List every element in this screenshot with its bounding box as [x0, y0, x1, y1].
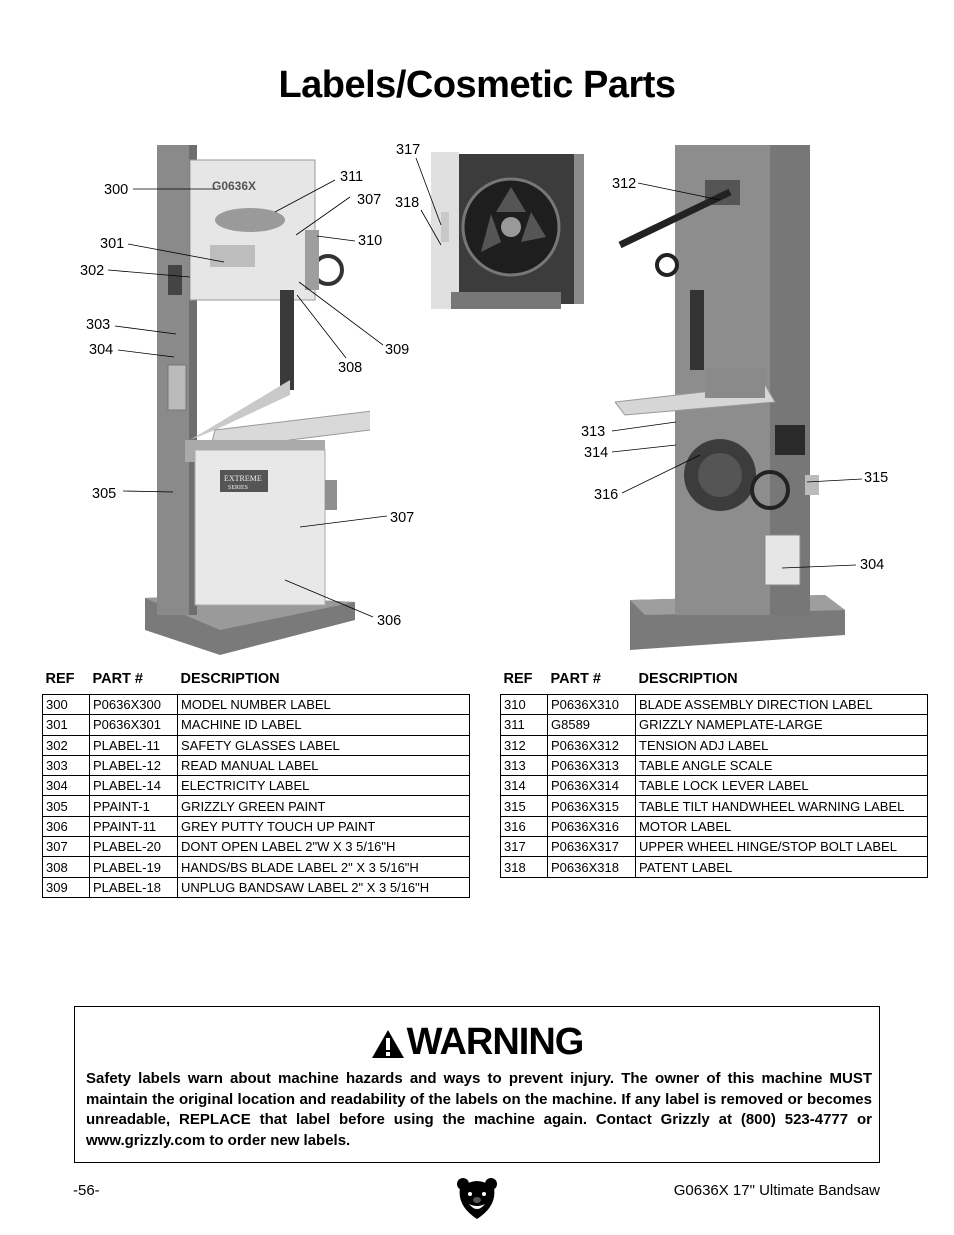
description-cell: GREY PUTTY TOUCH UP PAINT [178, 816, 470, 836]
ref-cell: 307 [43, 837, 90, 857]
table-row [501, 837, 928, 857]
parts-table-right [500, 670, 928, 878]
part-cell: PLABEL-14 [90, 776, 178, 796]
table-row [501, 857, 928, 877]
warning-heading [75, 1021, 879, 1064]
description-cell: GRIZZLY GREEN PAINT [178, 796, 470, 816]
ref-cell: 314 [501, 776, 548, 796]
ref-cell: 308 [43, 857, 90, 877]
part-cell: P0636X300 [90, 695, 178, 715]
callout-313: 313 [581, 424, 606, 440]
callout-304: 304 [860, 557, 885, 573]
table-row [501, 735, 928, 755]
description-cell: MOTOR LABEL [636, 816, 928, 836]
callout-310: 310 [358, 233, 383, 249]
description-cell: MACHINE ID LABEL [178, 715, 470, 735]
ref-cell: 305 [43, 796, 90, 816]
part-cell: P0636X315 [548, 796, 636, 816]
description-cell: TABLE ANGLE SCALE [636, 755, 928, 775]
grizzly-bear-logo-icon [455, 1176, 499, 1220]
table-row [43, 735, 470, 755]
table-header-row [43, 670, 470, 695]
callout-317: 317 [396, 142, 421, 158]
part-cell: PLABEL-20 [90, 837, 178, 857]
part-column-header: PART # [92, 671, 143, 687]
callout-306: 306 [377, 613, 402, 629]
warning-heading-text: WARNING [406, 1021, 584, 1063]
ref-cell: 300 [43, 695, 90, 715]
description-column-header: DESCRIPTION [180, 671, 280, 687]
table-row [43, 755, 470, 775]
part-cell: PPAINT-11 [90, 816, 178, 836]
part-cell: PLABEL-18 [90, 877, 178, 897]
table-row [501, 796, 928, 816]
description-cell: SAFETY GLASSES LABEL [178, 735, 470, 755]
table-row [501, 695, 928, 715]
description-cell: DONT OPEN LABEL 2"W X 3 5/16"H [178, 837, 470, 857]
part-cell: P0636X310 [548, 695, 636, 715]
part-cell: PLABEL-12 [90, 755, 178, 775]
part-cell: P0636X317 [548, 837, 636, 857]
page-number: -56- [73, 1182, 100, 1199]
svg-text:EXTREME: EXTREME [224, 474, 262, 483]
description-cell: ELECTRICITY LABEL [178, 776, 470, 796]
ref-cell: 315 [501, 796, 548, 816]
callout-305: 305 [92, 486, 117, 502]
part-cell: P0636X314 [548, 776, 636, 796]
part-column-header: PART # [550, 671, 601, 687]
description-cell: UNPLUG BANDSAW LABEL 2" X 3 5/16"H [178, 877, 470, 897]
ref-column-header: REF [503, 671, 533, 687]
callout-316: 316 [594, 487, 619, 503]
callout-315: 315 [864, 470, 889, 486]
callout-308: 308 [338, 360, 363, 376]
ref-cell: 303 [43, 755, 90, 775]
warning-triangle-icon [371, 1029, 405, 1059]
ref-cell: 301 [43, 715, 90, 735]
description-cell: TABLE TILT HANDWHEEL WARNING LABEL [636, 796, 928, 816]
description-cell: UPPER WHEEL HINGE/STOP BOLT LABEL [636, 837, 928, 857]
description-cell: READ MANUAL LABEL [178, 755, 470, 775]
part-cell: G8589 [548, 715, 636, 735]
part-cell: PLABEL-11 [90, 735, 178, 755]
callout-301: 301 [100, 236, 125, 252]
description-cell: BLADE ASSEMBLY DIRECTION LABEL [636, 695, 928, 715]
description-cell: HANDS/BS BLADE LABEL 2" X 3 5/16"H [178, 857, 470, 877]
table-row [43, 715, 470, 735]
callout-312: 312 [612, 176, 637, 192]
warning-box [74, 1006, 880, 1163]
table-row [43, 816, 470, 836]
table-row [43, 877, 470, 897]
callout-309: 309 [385, 342, 410, 358]
ref-cell: 306 [43, 816, 90, 836]
callout-314: 314 [584, 445, 609, 461]
table-row [501, 776, 928, 796]
ref-cell: 302 [43, 735, 90, 755]
ref-cell: 313 [501, 755, 548, 775]
callout-307: 307 [390, 510, 415, 526]
table-row [43, 796, 470, 816]
callout-311: 311 [340, 169, 364, 185]
table-row [43, 837, 470, 857]
part-cell: PLABEL-19 [90, 857, 178, 877]
callout-302: 302 [80, 263, 105, 279]
ref-column-header: REF [45, 671, 75, 687]
callout-304: 304 [89, 342, 114, 358]
ref-cell: 310 [501, 695, 548, 715]
table-row [43, 857, 470, 877]
description-cell: PATENT LABEL [636, 857, 928, 877]
callout-303: 303 [86, 317, 111, 333]
warning-text: Safety labels warn about machine hazards and ways to prevent injury. The owner of this machine MUST maintain the original location and readability of the labels on the machine. If any label is removed or becomes unreadable, REPLACE that label before using the machine again. Contact Grizzly at (800) 523-4777 or www.grizzly.com to order new labels. [86, 1070, 872, 1149]
ref-cell: 318 [501, 857, 548, 877]
part-cell: P0636X318 [548, 857, 636, 877]
description-cell: TABLE LOCK LEVER LABEL [636, 776, 928, 796]
callout-318: 318 [395, 195, 420, 211]
description-cell: GRIZZLY NAMEPLATE-LARGE [636, 715, 928, 735]
table-row [43, 776, 470, 796]
part-cell: P0636X312 [548, 735, 636, 755]
svg-text:G0636X: G0636X [212, 179, 257, 193]
table-header-row [501, 670, 928, 695]
description-cell: MODEL NUMBER LABEL [178, 695, 470, 715]
table-row [501, 816, 928, 836]
table-row [501, 715, 928, 735]
ref-cell: 311 [501, 715, 548, 735]
table-row [501, 755, 928, 775]
ref-cell: 304 [43, 776, 90, 796]
ref-cell: 317 [501, 837, 548, 857]
description-cell: TENSION ADJ LABEL [636, 735, 928, 755]
part-cell: P0636X313 [548, 755, 636, 775]
part-cell: PPAINT-1 [90, 796, 178, 816]
page-title: Labels/Cosmetic Parts [278, 64, 676, 106]
callout-307: 307 [357, 192, 382, 208]
part-cell: P0636X301 [90, 715, 178, 735]
description-column-header: DESCRIPTION [638, 671, 738, 687]
ref-cell: 316 [501, 816, 548, 836]
parts-table-left [42, 670, 470, 898]
callout-300: 300 [104, 182, 129, 198]
svg-text:SERIES: SERIES [228, 485, 249, 491]
ref-cell: 309 [43, 877, 90, 897]
footer-title: G0636X 17" Ultimate Bandsaw [673, 1182, 880, 1199]
table-row [43, 695, 470, 715]
ref-cell: 312 [501, 735, 548, 755]
part-cell: P0636X316 [548, 816, 636, 836]
